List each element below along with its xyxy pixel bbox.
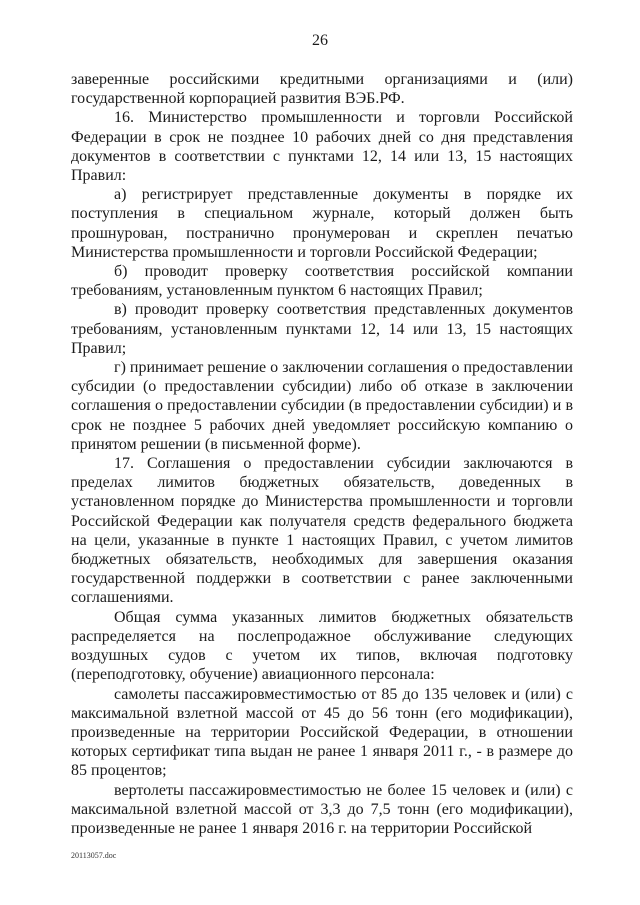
paragraph-item-17: 17. Соглашения о предоставлении субсидии заключаются в пределах лимитов бюджетных обязательств, доведенных в установленном порядке до Министерства промышленности и торговли Российской Федерации как получателя средств федерального бюджета на цели, указанные в пункте 1 настоящих Правил, с учетом лимитов бюджетных обязательств, необходимых для завершения оказания государственной поддержки в соответствии с ранее заключенными соглашениями. [71,455,573,607]
paragraph-subitem-a: а) регистрирует представленные документы в порядке их поступления в специальном журнале, который должен быть прошнурован, постранично пронумерован и скреплен печатью Министерства промышленности и торговли Российской Федерации; [71,186,573,261]
paragraph-subitem-v: в) проводит проверку соответствия представленных документов требованиям, установленным пунктами 12, 14 или 13, 15 настоящих Правил; [71,301,573,357]
paragraph-continuation: заверенные российскими кредитными организациями и (или) государственной корпорацией развития ВЭБ.РФ. [71,71,573,108]
paragraph-item-16: 16. Министерство промышленности и торговли Российской Федерации в срок не позднее 10 рабочих дней со дня представления документов в соответствии с пунктами 12, 14 или 13, 15 настоящих Правил: [71,109,573,185]
document-body [71,70,573,838]
paragraph-helicopters: вертолеты пассажировместимостью не более 15 человек и (или) с максимальной взлетной массой от 3,3 до 7,5 тонн (его модификации), произведенные не ранее 1 января 2016 г. на территории Российской [71,781,573,837]
paragraph-subitem-g: г) принимает решение о заключении соглашения о предоставлении субсидии (о предоставлении субсидии) либо об отказе в заключении соглашения о предоставлении субсидии (в предоставлении субсидии) и в срок не позднее 5 рабочих дней уведомляет российскую компанию о принятом решении (в письменной форме). [71,359,573,453]
paragraph-limits-distribution: Общая сумма указанных лимитов бюджетных обязательств распределяется на послепродажное обслуживание следующих воздушных судов с учетом их типов, включая подготовку (переподготовку, обучение) авиационного персонала: [71,608,573,684]
page-number: 26 [312,32,328,49]
paragraph-subitem-b: б) проводит проверку соответствия российской компании требованиям, установленным пунктом 6 настоящих Правил; [71,263,573,300]
footer-filename: 20113057.doc [71,851,117,860]
paragraph-aircraft: самолеты пассажировместимостью от 85 до 135 человек и (или) с максимальной взлетной массой от 45 до 56 тонн (его модификации), произведенные на территории Российской Федерации, в отношении которых сертификат типа выдан не ранее 1 января 2011 г., - в размере до 85 процентов; [71,685,573,780]
